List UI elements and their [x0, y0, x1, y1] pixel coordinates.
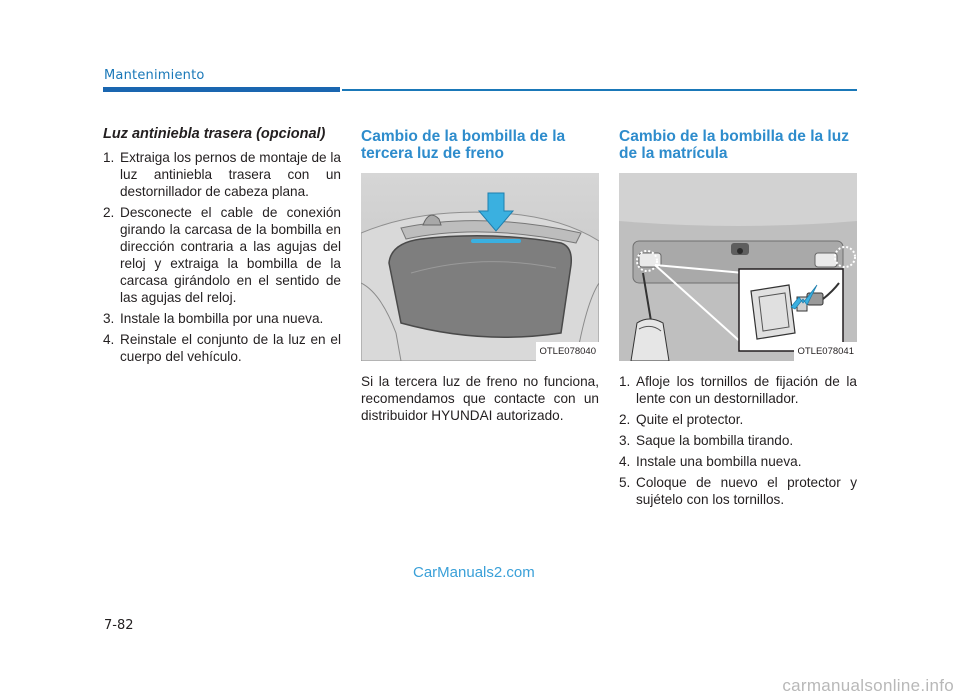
list-item: 2. Desconecte el cable de conexión girando la carcasa de la bombilla en dirección contraria a las agujas del reloj y extraiga la bombilla de la carcasa girándolo en el sentido de las agujas del reloj.: [103, 205, 341, 305]
list-item: 3. Instale la bombilla por una nueva.: [103, 311, 324, 326]
column-rear-fog-light: [103, 126, 341, 369]
license-plate-steps: [619, 373, 857, 508]
header-bar-thin: [342, 89, 857, 91]
column-license-plate-light: [619, 126, 857, 512]
list-item: 4. Instale una bombilla nueva.: [619, 454, 802, 469]
car-rear-illustration: [361, 173, 599, 361]
footer-watermark: carmanualsonline.info: [782, 676, 954, 695]
list-item: 1. Extraiga los pernos de montaje de la luz antiniebla trasera con un destornillador de cabeza plana.: [103, 150, 341, 199]
third-brake-paragraph: Si la tercera luz de freno no funciona, recomendamos que contacte con un distribuidor HYUNDAI autorizado.: [361, 374, 599, 423]
license-plate-figure: [619, 173, 857, 361]
rear-fog-steps: [103, 149, 341, 365]
license-plate-heading: Cambio de la bombilla de la luz de la matrícula: [619, 128, 849, 162]
column-third-brake-light: [361, 126, 599, 424]
figure-code: OTLE078041: [794, 342, 857, 361]
third-brake-figure: [361, 173, 599, 361]
page-number: 7-82: [104, 618, 134, 633]
list-item: 2. Quite el protector.: [619, 412, 744, 427]
section-title: Mantenimiento: [104, 68, 205, 83]
rear-fog-subheading: Luz antiniebla trasera (opcional): [103, 126, 326, 142]
list-item: 5. Coloque de nuevo el protector y sujételo con los tornillos.: [619, 475, 857, 507]
list-item: 3. Saque la bombilla tirando.: [619, 433, 794, 448]
header-bar-thick: [103, 87, 340, 92]
license-lamp-illustration: [619, 173, 857, 361]
third-brake-heading: Cambio de la bombilla de la tercera luz de freno: [361, 128, 566, 162]
figure-code: OTLE078040: [536, 342, 599, 361]
watermark-link[interactable]: CarManuals2.com: [413, 564, 535, 581]
list-item: 4. Reinstale el conjunto de la luz en el cuerpo del vehículo.: [103, 332, 341, 364]
list-item: 1. Afloje los tornillos de fijación de la lente con un destornillador.: [619, 374, 857, 406]
